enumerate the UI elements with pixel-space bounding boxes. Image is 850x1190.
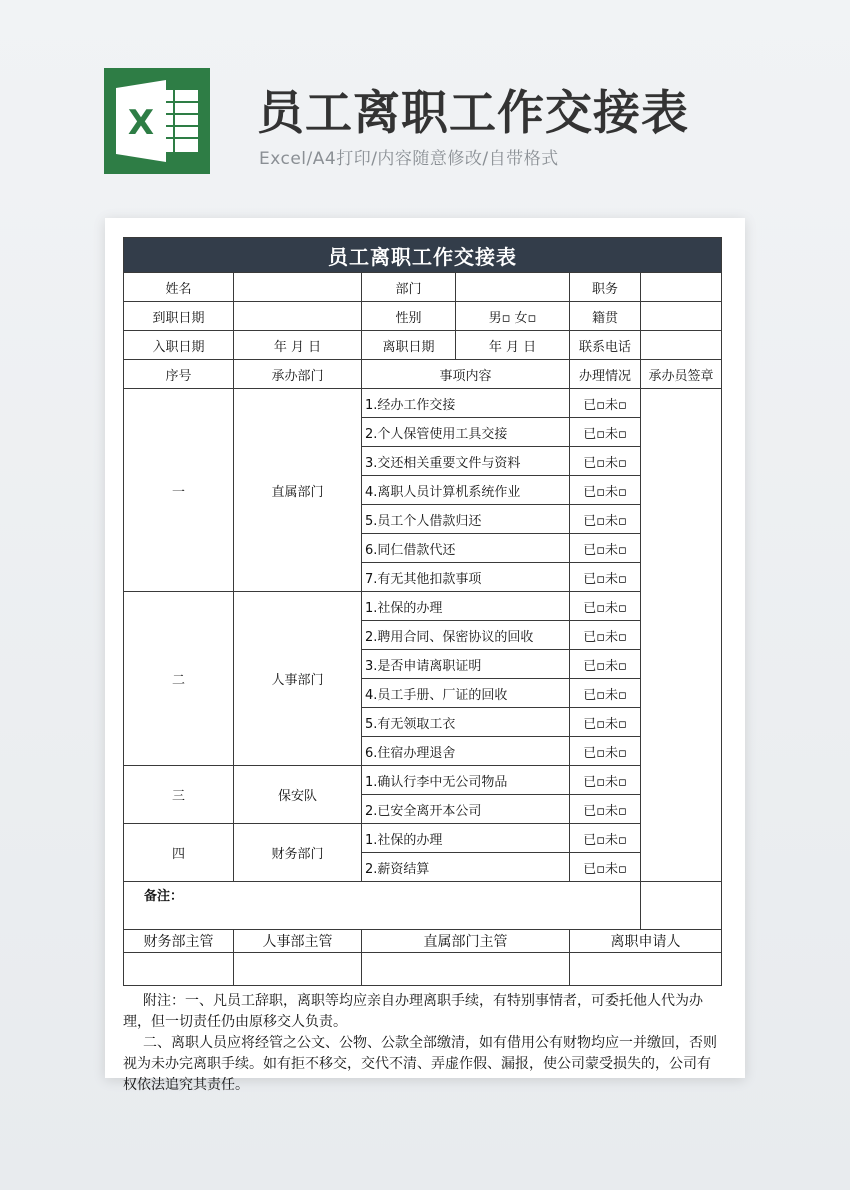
signature-cell[interactable] [641, 447, 722, 476]
table-row [124, 592, 722, 621]
signature-field[interactable] [362, 953, 570, 986]
status-checkboxes[interactable]: 已▫未▫ [570, 824, 641, 853]
status-checkboxes[interactable]: 已▫未▫ [570, 650, 641, 679]
handover-item: 1.经办工作交接 [362, 389, 570, 418]
handover-item: 1.社保的办理 [362, 592, 570, 621]
col-header-status: 办理情况 [570, 360, 641, 389]
handover-item: 1.确认行李中无公司物品 [362, 766, 570, 795]
col-header-item: 事项内容 [362, 360, 570, 389]
origin-label: 籍贯 [570, 302, 641, 331]
handover-item: 6.住宿办理退舍 [362, 737, 570, 766]
handover-item: 6.同仁借款代还 [362, 534, 570, 563]
leave-date-label: 离职日期 [362, 331, 456, 360]
status-checkboxes[interactable]: 已▫未▫ [570, 737, 641, 766]
signature-row [124, 953, 722, 986]
signature-cell[interactable] [641, 824, 722, 853]
handover-item: 1.社保的办理 [362, 824, 570, 853]
signature-label: 财务部主管 [124, 930, 234, 953]
signature-cell[interactable] [641, 592, 722, 621]
handover-item: 3.是否申请离职证明 [362, 650, 570, 679]
status-checkboxes[interactable]: 已▫未▫ [570, 708, 641, 737]
signature-header-row [124, 930, 722, 953]
status-checkboxes[interactable]: 已▫未▫ [570, 534, 641, 563]
signature-cell[interactable] [641, 621, 722, 650]
remark-row [124, 882, 722, 930]
status-checkboxes[interactable]: 已▫未▫ [570, 621, 641, 650]
page-title: 员工离职工作交接表 [257, 86, 689, 141]
status-checkboxes[interactable]: 已▫未▫ [570, 853, 641, 882]
footnotes [123, 991, 723, 1096]
group-dept: 财务部门 [234, 824, 362, 882]
status-checkboxes[interactable]: 已▫未▫ [570, 418, 641, 447]
origin-field[interactable] [641, 302, 722, 331]
handover-item: 2.已安全离开本公司 [362, 795, 570, 824]
status-checkboxes[interactable]: 已▫未▫ [570, 592, 641, 621]
name-field[interactable] [234, 273, 362, 302]
signature-cell[interactable] [641, 766, 722, 795]
dept-field[interactable] [456, 273, 570, 302]
position-field[interactable] [641, 273, 722, 302]
signature-field[interactable] [234, 953, 362, 986]
signature-label: 离职申请人 [570, 930, 722, 953]
excel-logo [104, 68, 210, 174]
col-header-no: 序号 [124, 360, 234, 389]
status-checkboxes[interactable]: 已▫未▫ [570, 476, 641, 505]
signature-cell[interactable] [641, 650, 722, 679]
signature-cell[interactable] [641, 708, 722, 737]
leave-date-field[interactable]: 年 月 日 [456, 331, 570, 360]
name-label: 姓名 [124, 273, 234, 302]
handover-item: 5.有无领取工衣 [362, 708, 570, 737]
col-header-dept: 承办部门 [234, 360, 362, 389]
signature-cell[interactable] [641, 563, 722, 592]
dept-label: 部门 [362, 273, 456, 302]
table-row [124, 824, 722, 853]
handover-item: 7.有无其他扣款事项 [362, 563, 570, 592]
table-row [124, 766, 722, 795]
excel-icon [104, 68, 210, 174]
handover-item: 3.交还相关重要文件与资料 [362, 447, 570, 476]
status-checkboxes[interactable]: 已▫未▫ [570, 389, 641, 418]
position-label: 职务 [570, 273, 641, 302]
group-dept: 人事部门 [234, 592, 362, 766]
group-dept: 直属部门 [234, 389, 362, 592]
signature-cell[interactable] [641, 389, 722, 418]
group-number: 三 [124, 766, 234, 824]
hire-date-label: 到职日期 [124, 302, 234, 331]
form-title: 员工离职工作交接表 [124, 238, 722, 273]
signature-label: 人事部主管 [234, 930, 362, 953]
signature-cell[interactable] [641, 853, 722, 882]
svg-text:X: X [127, 103, 155, 143]
page-subtitle: Excel/A4打印/内容随意修改/自带格式 [259, 149, 559, 169]
status-checkboxes[interactable]: 已▫未▫ [570, 766, 641, 795]
status-checkboxes[interactable]: 已▫未▫ [570, 505, 641, 534]
handover-item: 2.聘用合同、保密协议的回收 [362, 621, 570, 650]
signature-cell[interactable] [641, 737, 722, 766]
hire-date-field[interactable] [234, 302, 362, 331]
signature-field[interactable] [570, 953, 722, 986]
group-number: 四 [124, 824, 234, 882]
entry-date-field[interactable]: 年 月 日 [234, 331, 362, 360]
gender-label: 性别 [362, 302, 456, 331]
signature-cell[interactable] [641, 505, 722, 534]
entry-date-label: 入职日期 [124, 331, 234, 360]
group-number: 一 [124, 389, 234, 592]
status-checkboxes[interactable]: 已▫未▫ [570, 795, 641, 824]
footnote-2: 二、离职人员应将经管之公文、公物、公款全部缴清，如有借用公有财物均应一并缴回，否则视为未办完离职手续。如有拒不移交，交代不清、弄虚作假、漏报，使公司蒙受损失的，公司有权依法追究其责任。 [123, 1035, 717, 1093]
signature-cell[interactable] [641, 795, 722, 824]
footnote-1: 附注：一、凡员工辞职，离职等均应亲自办理离职手续，有特别事情者，可委托他人代为办理，但一切责任仍由原移交人负责。 [123, 993, 703, 1030]
handover-item: 4.离职人员计算机系统作业 [362, 476, 570, 505]
remark-sign-cell[interactable] [641, 882, 722, 930]
signature-cell[interactable] [641, 679, 722, 708]
status-checkboxes[interactable]: 已▫未▫ [570, 679, 641, 708]
handover-form-table [123, 237, 722, 986]
col-header-sign: 承办员签章 [641, 360, 722, 389]
handover-item: 5.员工个人借款归还 [362, 505, 570, 534]
signature-field[interactable] [124, 953, 234, 986]
remark-label[interactable]: 备注： [124, 882, 641, 930]
handover-item: 2.个人保管使用工具交接 [362, 418, 570, 447]
status-checkboxes[interactable]: 已▫未▫ [570, 563, 641, 592]
group-number: 二 [124, 592, 234, 766]
signature-label: 直属部门主管 [362, 930, 570, 953]
handover-item: 4.员工手册、厂证的回收 [362, 679, 570, 708]
phone-label: 联系电话 [570, 331, 641, 360]
handover-item: 2.薪资结算 [362, 853, 570, 882]
gender-options[interactable]: 男▫ 女▫ [456, 302, 570, 331]
group-dept: 保安队 [234, 766, 362, 824]
signature-cell[interactable] [641, 418, 722, 447]
document-preview [105, 218, 745, 1093]
status-checkboxes[interactable]: 已▫未▫ [570, 447, 641, 476]
signature-cell[interactable] [641, 534, 722, 563]
phone-field[interactable] [641, 331, 722, 360]
signature-cell[interactable] [641, 476, 722, 505]
table-row [124, 389, 722, 418]
